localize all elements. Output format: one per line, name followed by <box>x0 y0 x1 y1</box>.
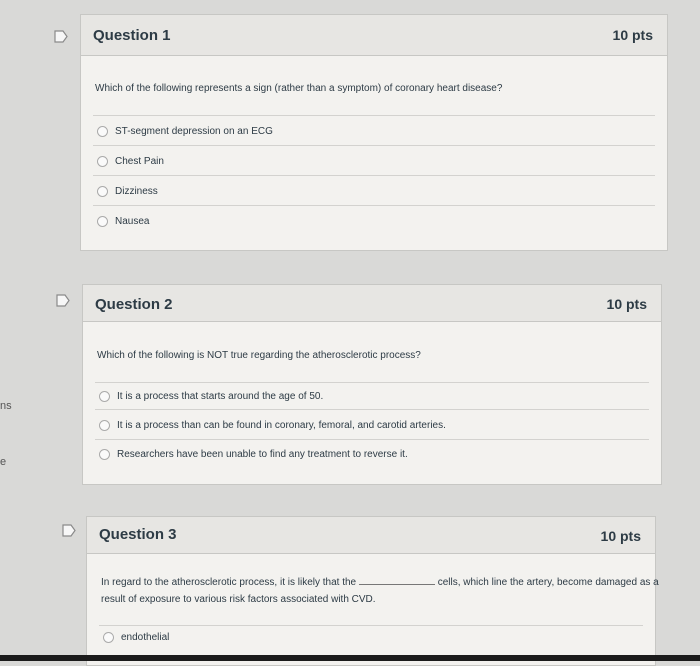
question-points: 10 pts <box>612 27 653 43</box>
radio-button[interactable] <box>99 391 110 402</box>
answer-label: Researchers have been unable to find any treatment to reverse it. <box>117 448 408 460</box>
fill-in-blank <box>359 584 435 585</box>
flag-question-icon[interactable] <box>62 524 76 537</box>
answer-label: Dizziness <box>115 185 158 197</box>
question-text-start: In regard to the atherosclerotic process, it is likely that the <box>101 577 357 588</box>
answer-option[interactable] <box>99 388 323 404</box>
radio-button[interactable] <box>97 186 108 197</box>
divider <box>93 115 655 116</box>
question-points: 10 pts <box>606 296 647 312</box>
left-edge-fragment: e <box>0 456 7 468</box>
question-text <box>101 574 661 608</box>
divider <box>93 145 655 146</box>
question-points: 10 pts <box>600 528 641 544</box>
divider <box>93 205 655 206</box>
answer-option[interactable] <box>97 123 273 139</box>
answer-label: It is a process that starts around the age of 50. <box>117 390 324 402</box>
question-text-end: cells, which line the artery, become damaged as a <box>437 577 659 588</box>
question-text: Which of the following represents a sign (rather than a symptom) of coronary heart disease? <box>95 83 503 94</box>
answer-label: It is a process than can be found in coronary, femoral, and carotid arteries. <box>117 419 446 431</box>
radio-button[interactable] <box>97 216 108 227</box>
answer-option[interactable] <box>97 153 164 169</box>
answer-label: endothelial <box>121 631 170 643</box>
radio-button[interactable] <box>103 632 114 643</box>
answer-label: ST-segment depression on an ECG <box>115 125 273 137</box>
radio-button[interactable] <box>97 156 108 167</box>
question-card <box>86 516 659 666</box>
question-title: Question 3 <box>99 526 177 543</box>
divider <box>99 625 643 626</box>
answer-option[interactable] <box>97 183 158 199</box>
flag-question-icon[interactable] <box>56 294 70 307</box>
divider <box>95 439 649 440</box>
answer-option[interactable] <box>97 213 149 229</box>
answer-label: Nausea <box>115 215 150 227</box>
answer-label: Chest Pain <box>115 155 164 167</box>
question-card <box>82 284 662 485</box>
radio-button[interactable] <box>99 420 110 431</box>
divider <box>95 409 649 410</box>
question-text: Which of the following is NOT true regarding the atherosclerotic process? <box>97 350 421 361</box>
flag-question-icon[interactable] <box>54 30 68 43</box>
question-card <box>80 14 668 251</box>
question-header <box>87 517 655 554</box>
screen-bottom-edge <box>0 655 700 661</box>
radio-button[interactable] <box>97 126 108 137</box>
question-title: Question 2 <box>95 296 173 313</box>
answer-option[interactable] <box>99 417 446 433</box>
question-header <box>81 15 667 56</box>
divider <box>95 382 649 383</box>
radio-button[interactable] <box>99 449 110 460</box>
divider <box>93 175 655 176</box>
left-edge-fragment: ns <box>0 400 12 412</box>
answer-option[interactable] <box>103 629 169 645</box>
answer-option[interactable] <box>99 446 408 462</box>
question-text-line2: result of exposure to various risk factors associated with CVD. <box>101 594 376 605</box>
question-title: Question 1 <box>93 27 171 44</box>
question-header <box>83 285 661 322</box>
